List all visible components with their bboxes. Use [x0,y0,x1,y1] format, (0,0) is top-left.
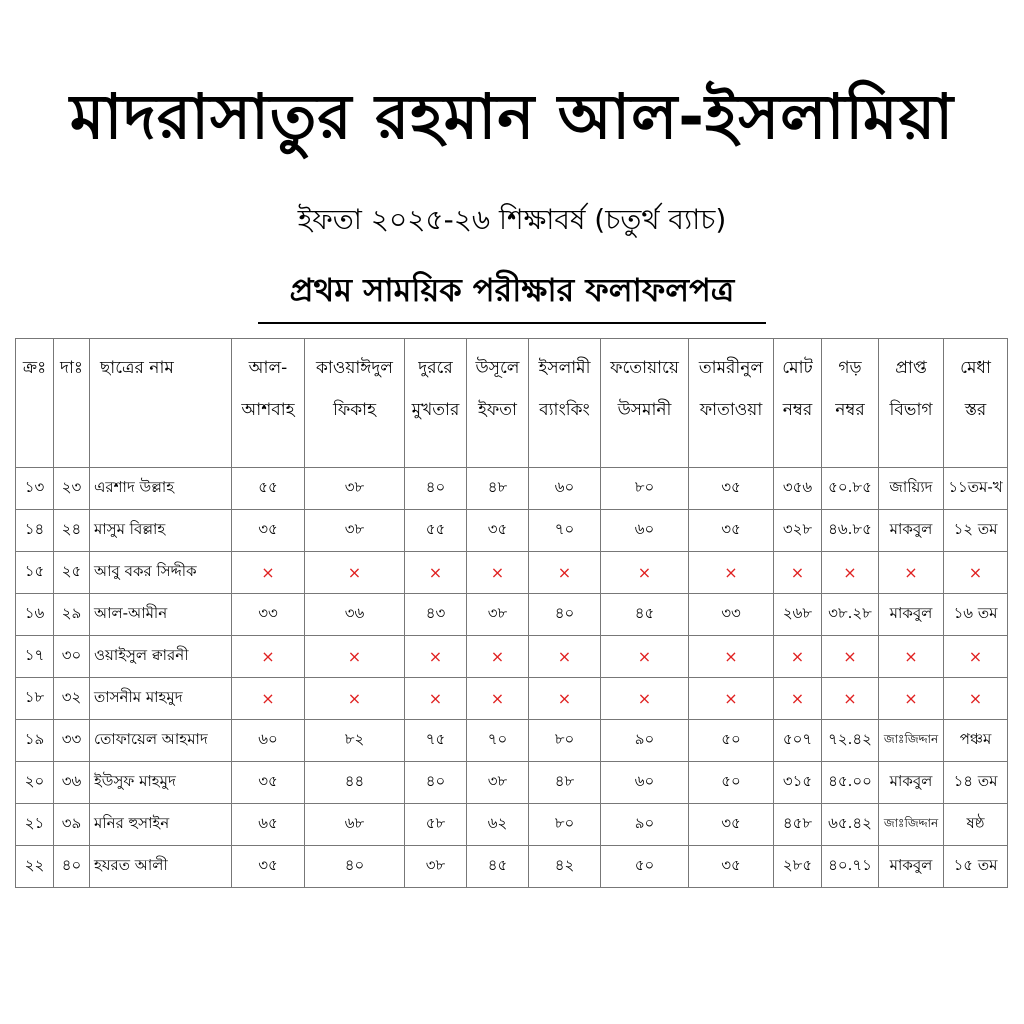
student-name-cell: মনির হুসাইন [90,804,232,846]
total-cell: ৩২৮ [774,510,822,552]
student-name-cell: আবু বকর সিদ্দীক [90,552,232,594]
subject-mark-cell: × [529,552,601,594]
merit-rank-cell: পঞ্চম [944,720,1008,762]
col-header-merit-rank: মেধা স্তর [944,339,1008,468]
subject-mark-cell: ৩৫ [689,468,774,510]
average-cell: × [822,636,879,678]
merit-rank-cell: × [944,636,1008,678]
average-cell: ৬৫.৪২ [822,804,879,846]
student-name-cell: হযরত আলী [90,846,232,888]
table-row [16,510,1008,552]
subject-mark-cell: ৩৫ [689,510,774,552]
subject-mark-cell: ৮০ [529,720,601,762]
subject-mark-cell: ৩৮ [305,510,405,552]
subject-mark-cell: ৩৮ [467,594,529,636]
result-sheet-title: প্রথম সাময়িক পরীক্ষার ফলাফলপত্র [289,271,735,309]
subject-mark-cell: ৪০ [305,846,405,888]
col-header-student-name: ছাত্রের নাম [90,339,232,468]
table-row [16,636,1008,678]
subject-mark-cell: × [305,636,405,678]
average-cell: × [822,552,879,594]
subject-mark-cell: × [232,636,305,678]
division-cell: × [879,552,944,594]
subject-mark-cell: ৪৫ [467,846,529,888]
subject-mark-cell: ৮০ [529,804,601,846]
student-name-cell: ওয়াইসুল ক্বারনী [90,636,232,678]
subject-mark-cell: ৫৮ [405,804,467,846]
subject-mark-cell: × [689,552,774,594]
average-cell: × [822,678,879,720]
serial-cell: ২২ [16,846,54,888]
subject-mark-cell: × [601,636,689,678]
title-underline [258,322,766,324]
division-cell: × [879,636,944,678]
subject-mark-cell: ৪০ [405,762,467,804]
student-name-cell: আল-আমীন [90,594,232,636]
admission-cell: ৩০ [54,636,90,678]
institution-title: মাদরাসাতুর রহমান আল-ইসলামিয়া [69,80,955,153]
subject-mark-cell: × [405,678,467,720]
subject-mark-cell: ৮০ [601,468,689,510]
average-cell: ৭২.৪২ [822,720,879,762]
subject-mark-cell: ৬০ [529,468,601,510]
subject-mark-cell: × [529,678,601,720]
col-header-subject: ইসলামী ব্যাংকিং [529,339,601,468]
total-cell: ৪৫৮ [774,804,822,846]
total-cell: × [774,636,822,678]
subject-mark-cell: × [467,678,529,720]
col-header-serial: ক্রঃ [16,339,54,468]
student-name-cell: মাসুম বিল্লাহ [90,510,232,552]
subject-mark-cell: ৩৫ [232,510,305,552]
subject-mark-cell: × [405,552,467,594]
subject-mark-cell: ৫০ [601,846,689,888]
serial-cell: ১৮ [16,678,54,720]
total-cell: × [774,552,822,594]
total-cell: × [774,678,822,720]
total-cell: ২৮৫ [774,846,822,888]
subject-mark-cell: ৫৫ [405,510,467,552]
merit-rank-cell: ১৪ তম [944,762,1008,804]
admission-cell: ৩২ [54,678,90,720]
table-row [16,678,1008,720]
col-header-subject: ফতোয়ায়ে উসমানী [601,339,689,468]
total-cell: ২৬৮ [774,594,822,636]
subject-mark-cell: ৪৫ [601,594,689,636]
merit-rank-cell: ১৫ তম [944,846,1008,888]
subject-mark-cell: ৬২ [467,804,529,846]
subject-mark-cell: ৪০ [405,468,467,510]
merit-rank-cell: ১২ তম [944,510,1008,552]
table-row [16,804,1008,846]
subject-mark-cell: ৪৪ [305,762,405,804]
division-cell: মাকবুল [879,594,944,636]
subject-mark-cell: × [601,678,689,720]
serial-cell: ১৩ [16,468,54,510]
division-cell: জাঃজিদ্দান [879,804,944,846]
col-header-subject: আল- আশবাহ [232,339,305,468]
subject-mark-cell: ৪৮ [529,762,601,804]
col-header-subject: দুররে মুখতার [405,339,467,468]
subject-mark-cell: ৯০ [601,720,689,762]
merit-rank-cell: × [944,552,1008,594]
subject-mark-cell: × [232,678,305,720]
col-header-subject: কাওয়াঈদুল ফিকাহ [305,339,405,468]
admission-cell: ৩৩ [54,720,90,762]
subject-mark-cell: ৬০ [232,720,305,762]
division-cell: মাকবুল [879,510,944,552]
subject-mark-cell: ৩৫ [232,846,305,888]
subject-mark-cell: ৩৩ [689,594,774,636]
student-name-cell: তোফায়েল আহমাদ [90,720,232,762]
total-cell: ৫০৭ [774,720,822,762]
results-table-body [16,468,1008,888]
total-cell: ৩১৫ [774,762,822,804]
division-cell: × [879,678,944,720]
merit-rank-cell: × [944,678,1008,720]
subject-mark-cell: ৬০ [601,762,689,804]
subject-mark-cell: ৩৬ [305,594,405,636]
table-row [16,552,1008,594]
subject-mark-cell: × [305,552,405,594]
serial-cell: ২০ [16,762,54,804]
average-cell: ৪০.৭১ [822,846,879,888]
serial-cell: ১৬ [16,594,54,636]
subject-mark-cell: ৩৮ [405,846,467,888]
merit-rank-cell: ষষ্ঠ [944,804,1008,846]
subject-mark-cell: ৬০ [601,510,689,552]
merit-rank-cell: ১১তম-খ [944,468,1008,510]
subject-mark-cell: ৩৩ [232,594,305,636]
col-header-total: মোট নম্বর [774,339,822,468]
subject-mark-cell: × [689,678,774,720]
subject-mark-cell: × [232,552,305,594]
division-cell: মাকবুল [879,846,944,888]
merit-rank-cell: ১৬ তম [944,594,1008,636]
subject-mark-cell: ৫০ [689,762,774,804]
student-name-cell: তাসনীম মাহমুদ [90,678,232,720]
division-cell: জায়্যিদ [879,468,944,510]
subject-mark-cell: ৪২ [529,846,601,888]
subject-mark-cell: × [601,552,689,594]
subject-mark-cell: ৩৫ [467,510,529,552]
session-subtitle: ইফতা ২০২৫-২৬ শিক্ষাবর্ষ (চতুর্থ ব্যাচ) [297,203,727,236]
subject-mark-cell: ৩৮ [467,762,529,804]
total-cell: ৩৫৬ [774,468,822,510]
division-cell: জাঃজিদ্দান [879,720,944,762]
subject-mark-cell: ৯০ [601,804,689,846]
subject-mark-cell: × [689,636,774,678]
table-row [16,468,1008,510]
subject-mark-cell: ৭৫ [405,720,467,762]
subject-mark-cell: ৭০ [467,720,529,762]
student-name-cell: এরশাদ উল্লাহ [90,468,232,510]
col-header-average: গড় নম্বর [822,339,879,468]
serial-cell: ২১ [16,804,54,846]
admission-cell: ৩৬ [54,762,90,804]
subject-mark-cell: ৪৩ [405,594,467,636]
subject-mark-cell: ৪৮ [467,468,529,510]
table-row [16,720,1008,762]
col-header-division: প্রাপ্ত বিভাগ [879,339,944,468]
subject-mark-cell: ৩৫ [689,846,774,888]
subject-mark-cell: × [467,552,529,594]
student-name-cell: ইউসুফ মাহমুদ [90,762,232,804]
subject-mark-cell: ৩৫ [689,804,774,846]
division-cell: মাকবুল [879,762,944,804]
average-cell: ৫০.৮৫ [822,468,879,510]
table-row [16,594,1008,636]
subject-mark-cell: ৬৮ [305,804,405,846]
subject-mark-cell: × [529,636,601,678]
subject-mark-cell: ৩৫ [232,762,305,804]
subject-mark-cell: × [467,636,529,678]
subject-mark-cell: ৫০ [689,720,774,762]
average-cell: ৪৫.০০ [822,762,879,804]
admission-cell: ২৪ [54,510,90,552]
admission-cell: ২৩ [54,468,90,510]
serial-cell: ১৯ [16,720,54,762]
average-cell: ৪৬.৮৫ [822,510,879,552]
subject-mark-cell: ৪০ [529,594,601,636]
admission-cell: ৪০ [54,846,90,888]
col-header-subject: উসূলে ইফতা [467,339,529,468]
subject-mark-cell: ৫৫ [232,468,305,510]
subject-mark-cell: × [405,636,467,678]
admission-cell: ২৫ [54,552,90,594]
table-row [16,846,1008,888]
subject-mark-cell: × [305,678,405,720]
results-table [15,338,1008,888]
col-header-subject: তামরীনুল ফাতাওয়া [689,339,774,468]
col-header-admission: দাঃ [54,339,90,468]
admission-cell: ৩৯ [54,804,90,846]
header-row [16,339,1008,468]
admission-cell: ২৯ [54,594,90,636]
subject-mark-cell: ৭০ [529,510,601,552]
subject-mark-cell: ৮২ [305,720,405,762]
serial-cell: ১৭ [16,636,54,678]
subject-mark-cell: ৬৫ [232,804,305,846]
table-row [16,762,1008,804]
serial-cell: ১৪ [16,510,54,552]
subject-mark-cell: ৩৮ [305,468,405,510]
serial-cell: ১৫ [16,552,54,594]
average-cell: ৩৮.২৮ [822,594,879,636]
